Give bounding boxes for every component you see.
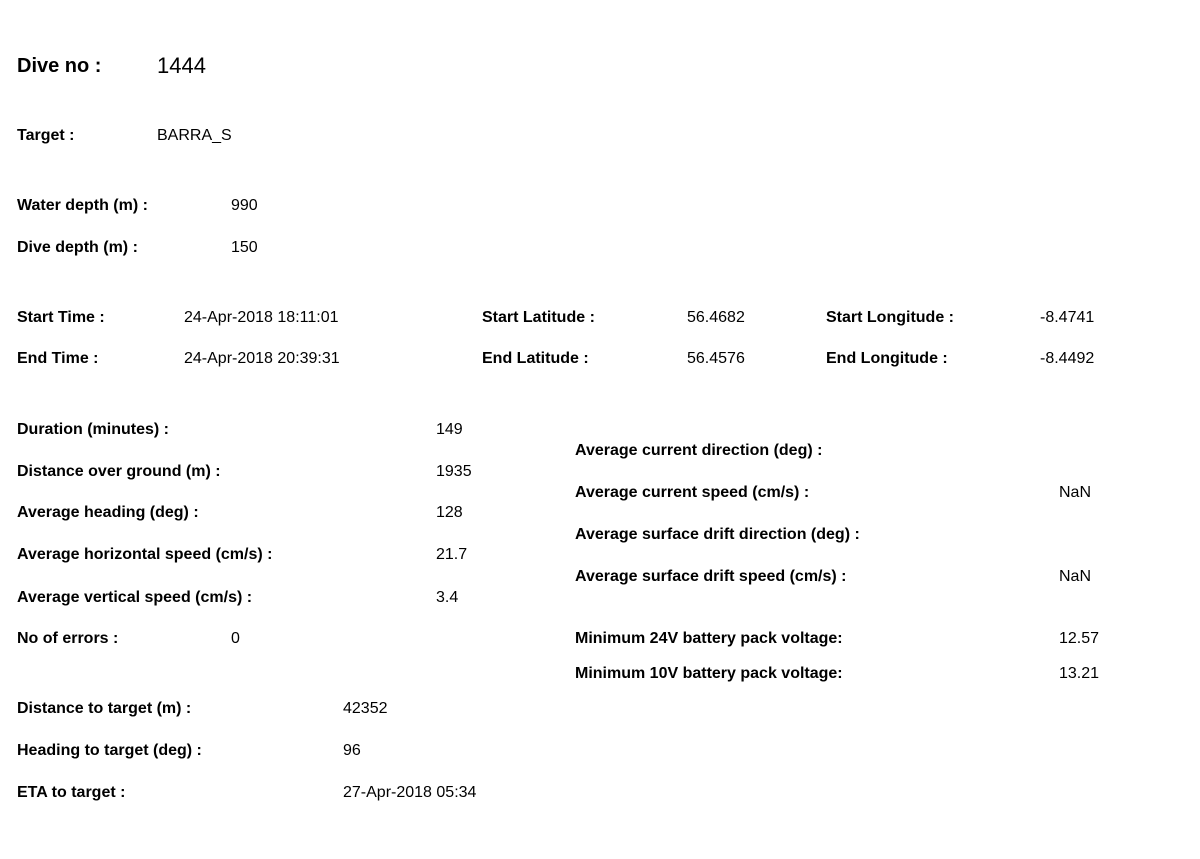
water-depth-label: Water depth (m) : xyxy=(17,197,148,214)
average-current-direction-label: Average current direction (deg) : xyxy=(575,442,823,459)
start-latitude-value: 56.4682 xyxy=(687,309,745,326)
end-latitude-label: End Latitude : xyxy=(482,350,589,367)
minimum-10v-battery-value: 13.21 xyxy=(1059,665,1100,682)
average-surface-drift-direction-label: Average surface drift direction (deg) : xyxy=(575,526,860,543)
end-time-value: 24-Apr-2018 20:39:31 xyxy=(184,350,340,367)
water-depth-value: 990 xyxy=(231,197,258,214)
end-latitude-value: 56.4576 xyxy=(687,350,745,367)
average-current-speed-value: NaN xyxy=(1059,484,1092,501)
start-time-value: 24-Apr-2018 18:11:01 xyxy=(184,309,339,326)
distance-to-target-label: Distance to target (m) : xyxy=(17,700,192,717)
target-label: Target : xyxy=(17,127,75,144)
minimum-24v-battery-value: 12.57 xyxy=(1059,630,1100,647)
average-vertical-speed-value: 3.4 xyxy=(436,589,459,606)
minimum-10v-battery-label: Minimum 10V battery pack voltage: xyxy=(575,665,843,682)
start-time-label: Start Time : xyxy=(17,309,105,326)
target-value: BARRA_S xyxy=(157,127,232,144)
average-vertical-speed-label: Average vertical speed (cm/s) : xyxy=(17,589,253,606)
end-longitude-value: -8.4492 xyxy=(1040,350,1095,367)
average-horizontal-speed-value: 21.7 xyxy=(436,546,468,563)
start-latitude-label: Start Latitude : xyxy=(482,309,595,326)
dive-depth-label: Dive depth (m) : xyxy=(17,239,138,256)
distance-to-target-value: 42352 xyxy=(343,700,388,717)
average-surface-drift-speed-label: Average surface drift speed (cm/s) : xyxy=(575,568,847,585)
average-surface-drift-speed-value: NaN xyxy=(1059,568,1092,585)
dive-no-label: Dive no : xyxy=(17,55,102,77)
eta-to-target-value: 27-Apr-2018 05:34 xyxy=(343,784,477,801)
duration-label: Duration (minutes) : xyxy=(17,421,169,438)
eta-to-target-label: ETA to target : xyxy=(17,784,126,801)
dive-no-value: 1444 xyxy=(157,53,206,78)
distance-over-ground-value: 1935 xyxy=(436,463,472,480)
heading-to-target-label: Heading to target (deg) : xyxy=(17,742,202,759)
average-current-speed-label: Average current speed (cm/s) : xyxy=(575,484,810,501)
end-time-label: End Time : xyxy=(17,350,99,367)
average-heading-label: Average heading (deg) : xyxy=(17,504,199,521)
no-of-errors-value: 0 xyxy=(231,630,240,647)
distance-over-ground-label: Distance over ground (m) : xyxy=(17,463,221,480)
no-of-errors-label: No of errors : xyxy=(17,630,119,647)
average-heading-value: 128 xyxy=(436,504,463,521)
start-longitude-label: Start Longitude : xyxy=(826,309,954,326)
minimum-24v-battery-label: Minimum 24V battery pack voltage: xyxy=(575,630,843,647)
start-longitude-value: -8.4741 xyxy=(1040,309,1095,326)
end-longitude-label: End Longitude : xyxy=(826,350,948,367)
heading-to-target-value: 96 xyxy=(343,742,361,759)
dive-depth-value: 150 xyxy=(231,239,258,256)
average-horizontal-speed-label: Average horizontal speed (cm/s) : xyxy=(17,546,273,563)
duration-value: 149 xyxy=(436,421,463,438)
